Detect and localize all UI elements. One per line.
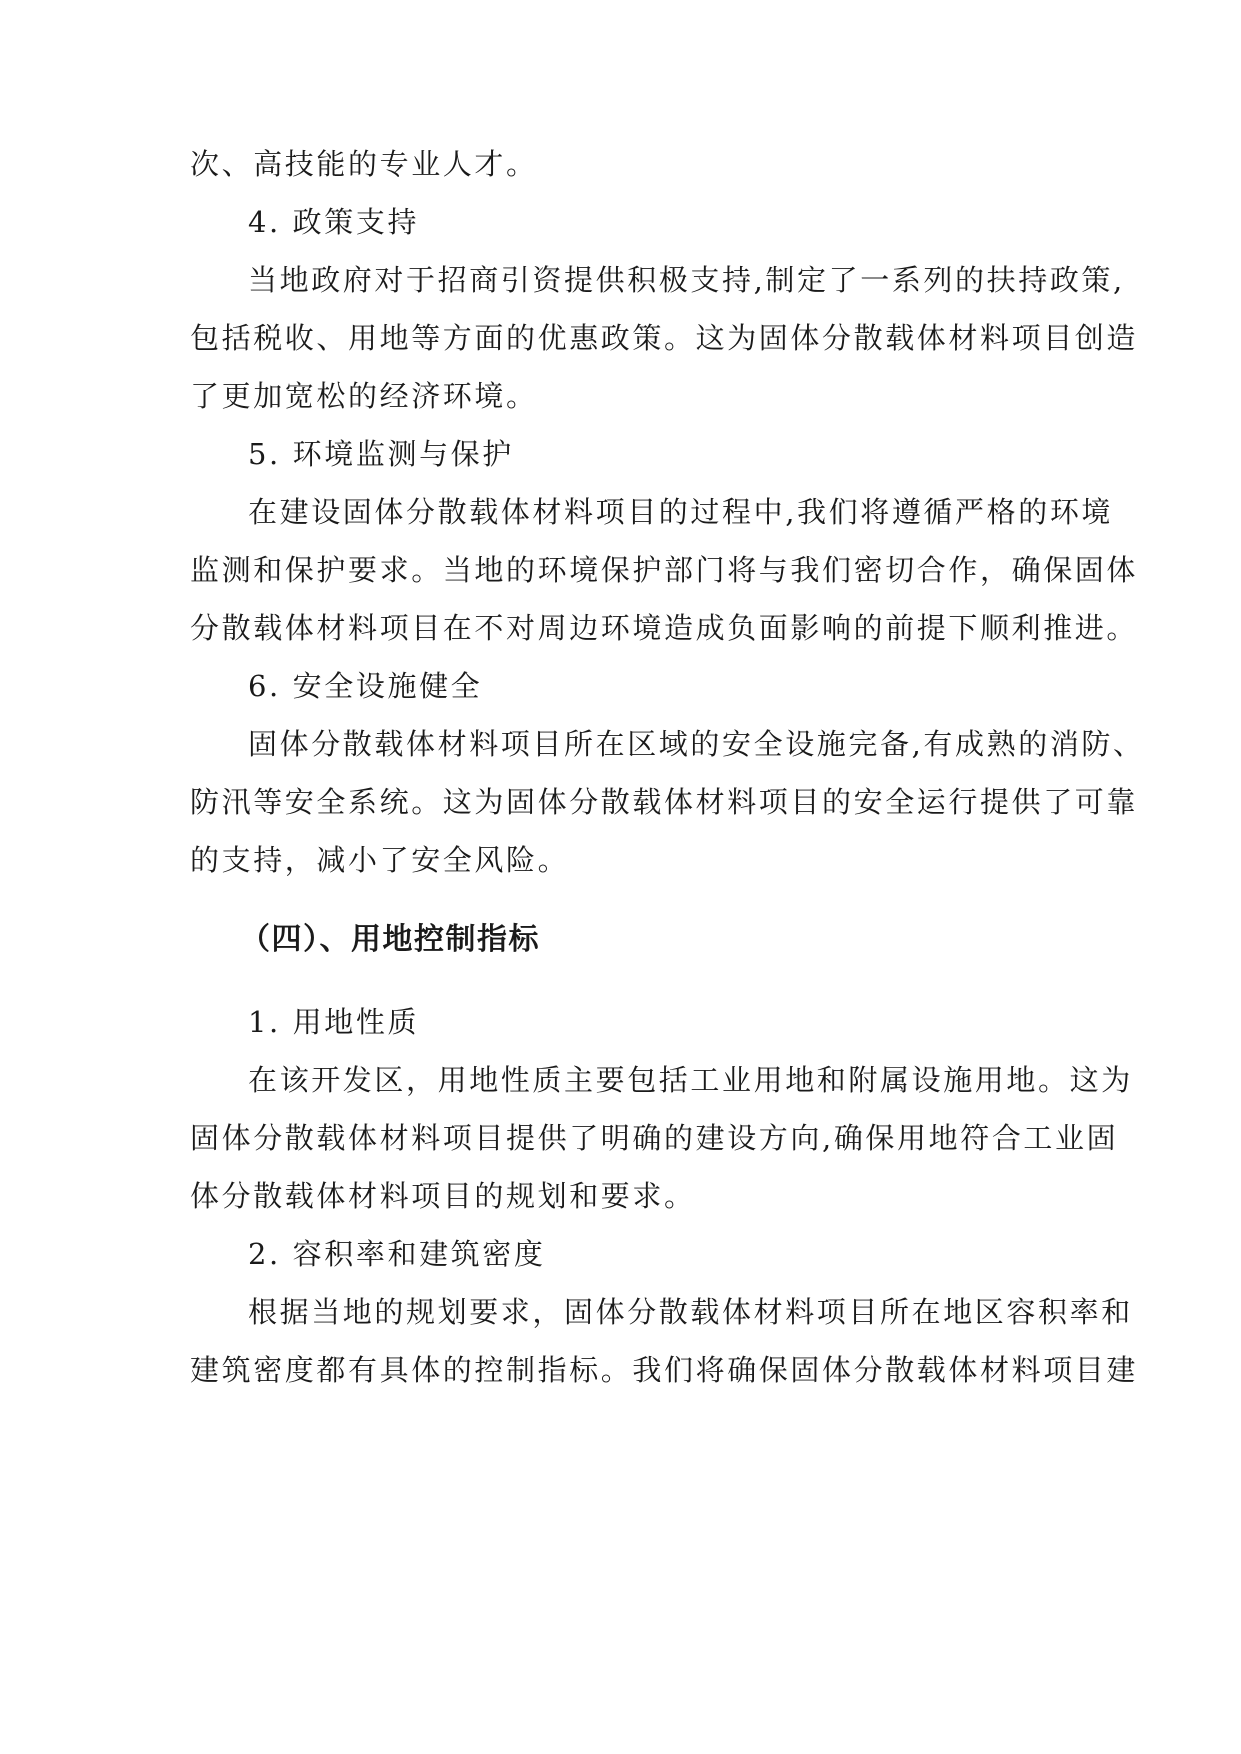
paragraph-line: 分散载体材料项目在不对周边环境造成负面影响的前提下顺利推进。 — [190, 611, 1139, 645]
paragraph-line: 体分散载体材料项目的规划和要求。 — [190, 1179, 696, 1213]
subsection-heading-environment: 5. 环境监测与保护 — [248, 437, 514, 471]
subsection-heading-plot-ratio: 2. 容积率和建筑密度 — [248, 1237, 546, 1271]
subsection-heading-policy-support: 4. 政策支持 — [248, 205, 420, 239]
subsection-heading-safety: 6. 安全设施健全 — [248, 669, 483, 703]
section-heading: （四）、用地控制指标 — [240, 922, 540, 957]
paragraph-line: 固体分散载体材料项目所在区域的安全设施完备,有成熟的消防、 — [248, 727, 1145, 761]
paragraph-line: 在该开发区，用地性质主要包括工业用地和附属设施用地。这为 — [248, 1063, 1133, 1097]
paragraph-line: 防汛等安全系统。这为固体分散载体材料项目的安全运行提供了可靠 — [190, 785, 1139, 819]
paragraph-line: 了更加宽松的经济环境。 — [190, 379, 538, 413]
paragraph-line: 监测和保护要求。当地的环境保护部门将与我们密切合作，确保固体 — [190, 553, 1139, 587]
paragraph-line: 次、高技能的专业人才。 — [190, 147, 538, 181]
subsection-heading-land-use: 1. 用地性质 — [248, 1005, 420, 1039]
paragraph-line: 当地政府对于招商引资提供积极支持,制定了一系列的扶持政策, — [248, 263, 1125, 297]
paragraph-line: 固体分散载体材料项目提供了明确的建设方向,确保用地符合工业固 — [190, 1121, 1119, 1155]
paragraph-line: 的支持，减小了安全风险。 — [190, 843, 570, 877]
paragraph-line: 根据当地的规划要求，固体分散载体材料项目所在地区容积率和 — [248, 1295, 1133, 1329]
paragraph-line: 包括税收、用地等方面的优惠政策。这为固体分散载体材料项目创造 — [190, 321, 1139, 355]
paragraph-line: 建筑密度都有具体的控制指标。我们将确保固体分散载体材料项目建 — [190, 1353, 1139, 1387]
paragraph-line: 在建设固体分散载体材料项目的过程中,我们将遵循严格的环境 — [248, 495, 1114, 529]
